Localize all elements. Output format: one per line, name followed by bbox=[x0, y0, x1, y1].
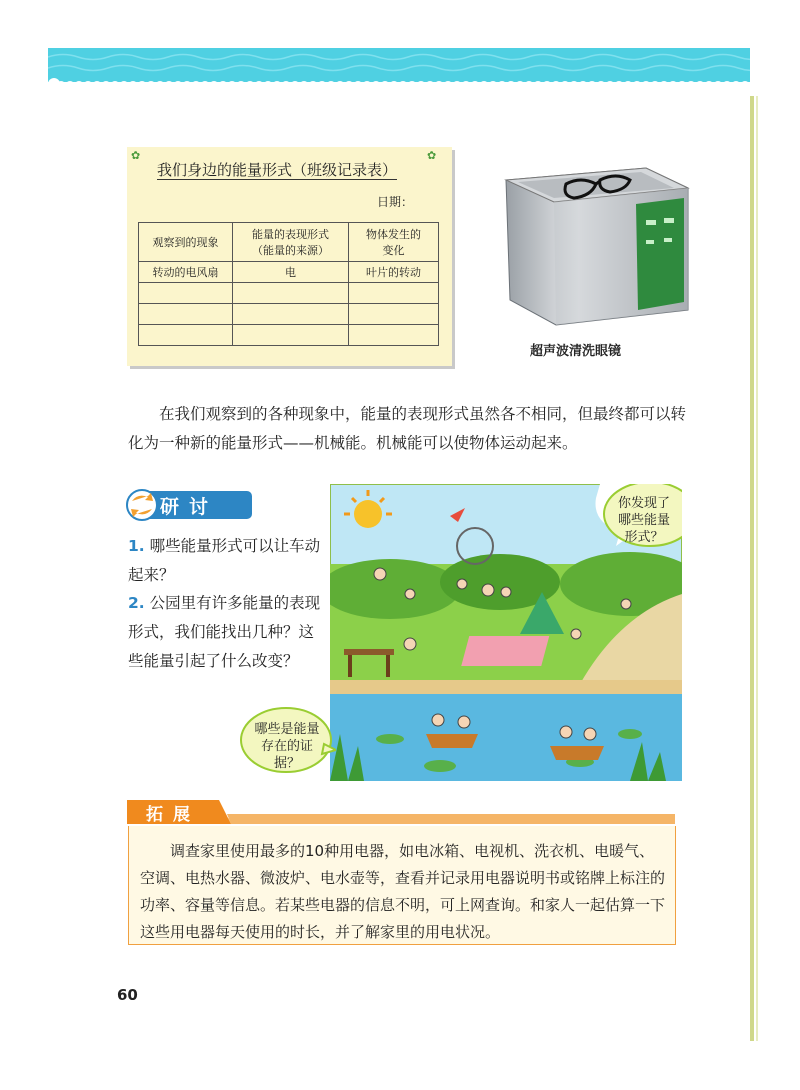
banner-scallop bbox=[326, 81, 336, 88]
banner-scallop bbox=[182, 81, 192, 88]
banner-scallop bbox=[506, 81, 516, 88]
banner-scallop bbox=[308, 81, 318, 88]
banner-scallop bbox=[497, 81, 507, 88]
record-cell bbox=[139, 304, 233, 325]
page-number: 60 bbox=[117, 986, 138, 1004]
banner-scallop bbox=[605, 81, 615, 88]
banner-scallop bbox=[299, 81, 309, 88]
banner-scallop bbox=[155, 81, 165, 88]
record-table-row bbox=[139, 283, 439, 304]
extension-text: 调查家里使用最多的10种用电器，如电冰箱、电视机、洗衣机、电暖气、空调、电热水器、微波炉、电水壶等，查看并记录用电器说明书或铭牌上标注的功率、容量等信息。若某些电器的信息不明，可上网查询。和家人一起估算一下这些用电器每天使用的时长，并了解家里的用电状况。 bbox=[140, 842, 666, 941]
page-edge-stripe bbox=[750, 96, 754, 1041]
record-table-row bbox=[139, 262, 439, 283]
rowboat-icon bbox=[550, 746, 604, 760]
banner-scallop bbox=[596, 81, 606, 88]
question-text: 公园里有许多能量的表现形式，我们能找出几种？这些能量引起了什么改变？ bbox=[128, 594, 321, 670]
banner-scallop bbox=[641, 81, 651, 88]
banner-scallop bbox=[353, 81, 363, 88]
banner-scallop bbox=[92, 81, 102, 88]
banner-scallop bbox=[272, 81, 282, 88]
banner-scallop bbox=[290, 81, 300, 88]
banner-scallop bbox=[416, 81, 426, 88]
record-table-title: 我们身边的能量形式（班级记录表） bbox=[157, 161, 398, 179]
record-cell bbox=[139, 283, 233, 304]
record-table-card bbox=[127, 147, 452, 366]
banner-scallop bbox=[659, 81, 669, 88]
banner-scallop bbox=[524, 81, 534, 88]
banner-scallop bbox=[533, 81, 543, 88]
record-table bbox=[138, 222, 439, 346]
record-cell: 电 bbox=[233, 262, 349, 283]
question-number: 1. bbox=[128, 537, 145, 555]
banner-scallop bbox=[74, 81, 84, 88]
record-header-cell: 观察到的现象 bbox=[139, 223, 233, 262]
record-cell bbox=[233, 283, 349, 304]
image-caption: 超声波清洗眼镜 bbox=[530, 344, 622, 359]
banner-scallop bbox=[452, 81, 462, 88]
banner-scallop bbox=[128, 81, 138, 88]
record-table-row bbox=[139, 304, 439, 325]
banner-scallop bbox=[173, 81, 183, 88]
banner-scallop bbox=[551, 81, 561, 88]
record-cell bbox=[349, 304, 439, 325]
banner-scallop bbox=[200, 81, 210, 88]
banner-scallop bbox=[218, 81, 228, 88]
banner-scallop bbox=[668, 81, 678, 88]
banner-scallop bbox=[425, 81, 435, 88]
banner-scallop bbox=[677, 81, 687, 88]
banner-scallop bbox=[515, 81, 525, 88]
record-date-label: 日期： bbox=[377, 195, 414, 209]
record-header-cell: 物体发生的 变化 bbox=[349, 223, 439, 262]
record-header-cell: 能量的表现形式 （能量的来源） bbox=[233, 223, 349, 262]
record-cell bbox=[349, 283, 439, 304]
banner-scallop bbox=[83, 81, 93, 88]
banner-scallop bbox=[380, 81, 390, 88]
banner-scallop bbox=[560, 81, 570, 88]
banner-scallop bbox=[704, 81, 714, 88]
banner-scallop bbox=[443, 81, 453, 88]
banner-scallop bbox=[407, 81, 417, 88]
bubble-question-bottom: 哪些是能量存在的证据？ bbox=[254, 722, 320, 771]
banner-scallop bbox=[281, 81, 291, 88]
banner-scallop bbox=[119, 81, 129, 88]
banner-scallop bbox=[434, 81, 444, 88]
banner-scallop bbox=[263, 81, 273, 88]
top-banner bbox=[48, 48, 750, 88]
banner-scallop bbox=[362, 81, 372, 88]
banner-scallop bbox=[209, 81, 219, 88]
rowboat-icon bbox=[426, 734, 478, 748]
banner-scallop bbox=[110, 81, 120, 88]
banner-scallop bbox=[686, 81, 696, 88]
banner-scallop bbox=[713, 81, 723, 88]
banner-scallop bbox=[731, 81, 741, 88]
bubble-question-top: 你发现了哪些能量形式？ bbox=[617, 496, 670, 545]
banner-scallop bbox=[542, 81, 552, 88]
banner-scallop bbox=[695, 81, 705, 88]
record-table-header-row bbox=[139, 223, 439, 262]
record-cell bbox=[349, 325, 439, 346]
banner-scallop bbox=[569, 81, 579, 88]
banner-scallop bbox=[254, 81, 264, 88]
body-paragraph: 在我们观察到的各种现象中，能量的表现形式虽然各不相同，但最终都可以转化为一种新的能量形式——机械能。机械能可以使物体运动起来。 bbox=[128, 405, 687, 452]
banner-scallop bbox=[317, 81, 327, 88]
banner-scallop bbox=[650, 81, 660, 88]
banner-scallop bbox=[164, 81, 174, 88]
banner-scallop bbox=[137, 81, 147, 88]
banner-scallop bbox=[398, 81, 408, 88]
question-text: 哪些能量形式可以让车动起来？ bbox=[128, 537, 321, 584]
banner-scallop bbox=[722, 81, 732, 88]
extension-label: 拓展 bbox=[146, 805, 200, 825]
banner-scallop bbox=[245, 81, 255, 88]
banner-scallop bbox=[614, 81, 624, 88]
banner-scallop bbox=[623, 81, 633, 88]
sprout-icon: ✿ bbox=[131, 149, 141, 162]
extension-header-bar bbox=[127, 800, 675, 824]
discuss-label: 研讨 bbox=[160, 496, 219, 518]
banner-scallop bbox=[191, 81, 201, 88]
record-cell bbox=[139, 325, 233, 346]
banner-scallop bbox=[632, 81, 642, 88]
banner-scallop bbox=[371, 81, 381, 88]
banner-scallop bbox=[65, 81, 75, 88]
ultrasonic-cleaner-image bbox=[496, 140, 696, 330]
banner-scallop bbox=[470, 81, 480, 88]
question-number: 2. bbox=[128, 594, 145, 612]
banner-scallop bbox=[101, 81, 111, 88]
discussion-question bbox=[128, 589, 328, 676]
banner-scallop bbox=[236, 81, 246, 88]
record-cell bbox=[233, 304, 349, 325]
banner-scallop bbox=[344, 81, 354, 88]
banner-scallop bbox=[587, 81, 597, 88]
banner-scallop bbox=[335, 81, 345, 88]
banner-scallop bbox=[227, 81, 237, 88]
record-table-row bbox=[139, 325, 439, 346]
banner-scallop bbox=[740, 81, 750, 88]
banner-scallop bbox=[479, 81, 489, 88]
sprout-icon: ✿ bbox=[427, 149, 437, 162]
record-cell: 转动的电风扇 bbox=[139, 262, 233, 283]
banner-scallop bbox=[389, 81, 399, 88]
page-edge-stripe-light bbox=[756, 96, 758, 1041]
banner-scallop bbox=[461, 81, 471, 88]
banner-scallop bbox=[578, 81, 588, 88]
banner-scallop bbox=[488, 81, 498, 88]
discussion-question bbox=[128, 532, 328, 590]
banner-scallop bbox=[146, 81, 156, 88]
bench-icon bbox=[344, 649, 394, 655]
record-cell: 叶片的转动 bbox=[349, 262, 439, 283]
record-cell bbox=[233, 325, 349, 346]
